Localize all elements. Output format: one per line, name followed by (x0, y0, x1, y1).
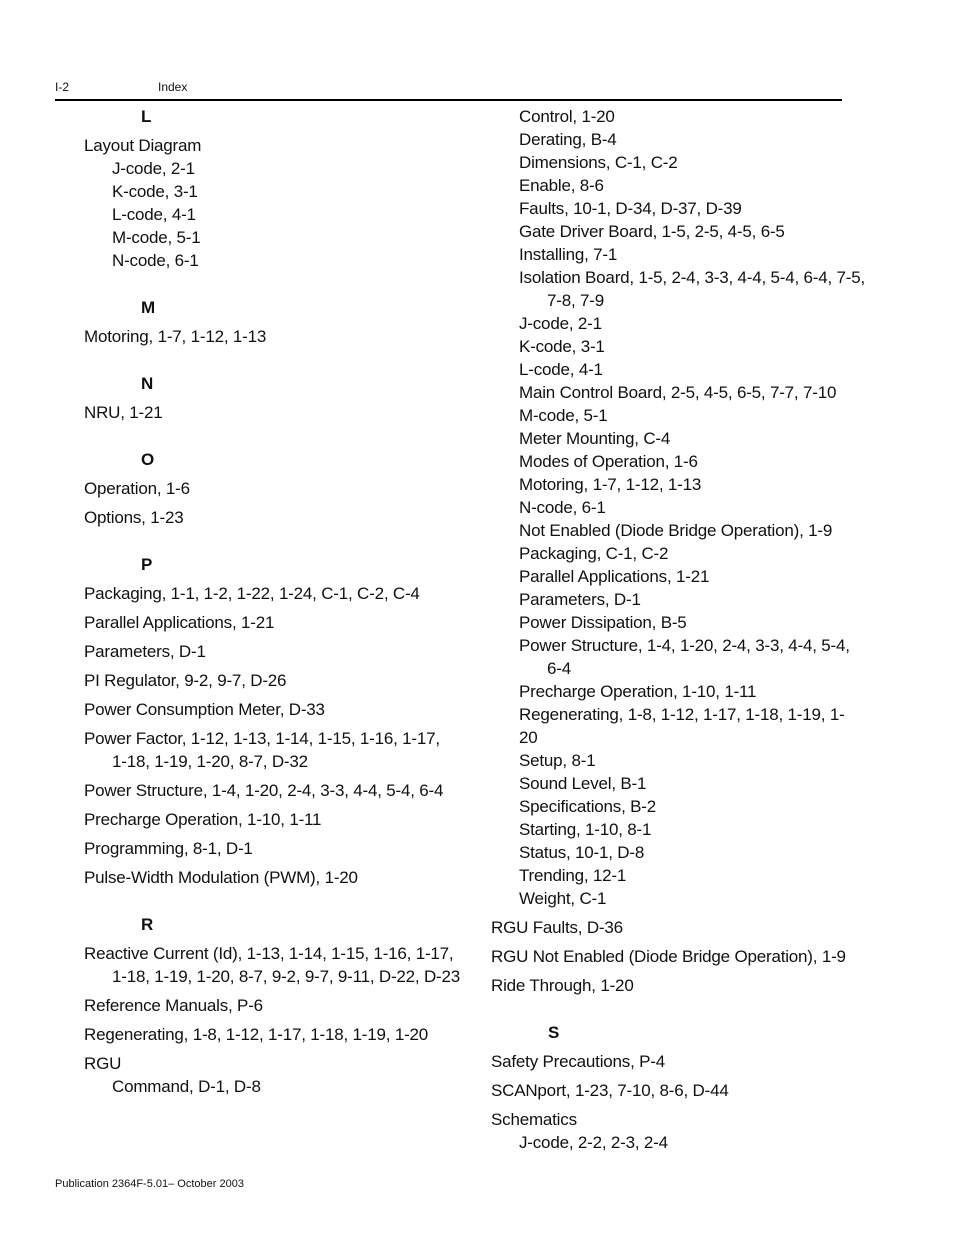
index-column-left (84, 105, 464, 1098)
index-entry: PI Regulator, 9-2, 9-7, D-26 (84, 671, 287, 690)
index-entry: Parallel Applications, 1-21 (84, 613, 275, 632)
index-subentry: N-code, 6-1 (112, 251, 199, 270)
index-subentry: Faults, 10-1, D-34, D-37, D-39 (519, 199, 742, 218)
index-entry: Reference Manuals, P-6 (84, 996, 263, 1015)
index-entry: Precharge Operation, 1-10, 1-11 (84, 810, 322, 829)
letter-heading-o: O (141, 450, 155, 469)
index-subentry: J-code, 2-1 (519, 314, 602, 333)
index-entry: Motoring, 1-7, 1-12, 1-13 (84, 327, 267, 346)
index-subentry: Parameters, D-1 (519, 590, 641, 609)
index-subentry: Control, 1-20 (519, 107, 615, 126)
index-subentry: Trending, 12-1 (519, 866, 627, 885)
letter-heading-r: R (141, 915, 154, 934)
index-subentry: Modes of Operation, 1-6 (519, 452, 698, 471)
letter-heading-p: P (141, 555, 153, 574)
index-entry: Programming, 8-1, D-1 (84, 839, 253, 858)
index-subentry: Dimensions, C-1, C-2 (519, 153, 678, 172)
index-subentry: Sound Level, B-1 (519, 774, 647, 793)
index-subentry: J-code, 2-2, 2-3, 2-4 (519, 1133, 668, 1152)
letter-heading-n: N (141, 374, 154, 393)
index-subentry: Installing, 7-1 (519, 245, 618, 264)
index-entry: Operation, 1-6 (84, 479, 190, 498)
index-entry: Options, 1-23 (84, 508, 184, 527)
index-subentry: Gate Driver Board, 1-5, 2-5, 4-5, 6-5 (519, 222, 785, 241)
index-subentry: Regenerating, 1-8, 1-12, 1-17, 1-18, 1-19, 1-20 (519, 705, 845, 747)
index-subentry: Enable, 8-6 (519, 176, 604, 195)
page-number: I-2 (55, 80, 70, 94)
index-subentry: Starting, 1-10, 8-1 (519, 820, 652, 839)
index-subentry: Parallel Applications, 1-21 (519, 567, 710, 586)
index-entry: Layout Diagram (84, 136, 202, 155)
index-entry: Power Consumption Meter, D-33 (84, 700, 325, 719)
index-entry: SCANport, 1-23, 7-10, 8-6, D-44 (491, 1081, 729, 1100)
running-header: Index (158, 80, 188, 94)
publication-footer: Publication 2364F-5.01– October 2003 (55, 1178, 244, 1190)
letter-heading-m: M (141, 298, 155, 317)
index-subentry: L-code, 4-1 (519, 360, 603, 379)
index-subentry: K-code, 3-1 (519, 337, 605, 356)
index-subentry: L-code, 4-1 (112, 205, 196, 224)
index-subentry: Status, 10-1, D-8 (519, 843, 645, 862)
index-subentry: J-code, 2-1 (112, 159, 195, 178)
index-subentry: Packaging, C-1, C-2 (519, 544, 669, 563)
index-subentry: Power Dissipation, B-5 (519, 613, 687, 632)
index-entry: Schematics (491, 1110, 577, 1129)
index-subentry: Main Control Board, 2-5, 4-5, 6-5, 7-7, 7-10 (519, 383, 837, 402)
index-entry: Parameters, D-1 (84, 642, 206, 661)
index-subentry: M-code, 5-1 (112, 228, 201, 247)
index-subentry: Command, D-1, D-8 (112, 1077, 261, 1096)
index-column-right (491, 105, 866, 1154)
index-subentry: Derating, B-4 (519, 130, 617, 149)
letter-heading-l: L (141, 107, 152, 126)
index-entry: Pulse-Width Modulation (PWM), 1-20 (84, 868, 358, 887)
index-entry: Regenerating, 1-8, 1-12, 1-17, 1-18, 1-19, 1-20 (84, 1025, 429, 1044)
index-subentry: Specifications, B-2 (519, 797, 656, 816)
index-subentry: Meter Mounting, C-4 (519, 429, 671, 448)
index-subentry: Precharge Operation, 1-10, 1-11 (519, 682, 757, 701)
index-entry: Power Factor, 1-12, 1-13, 1-14, 1-15, 1-16, 1-17, 1-18, 1-19, 1-20, 8-7, D-32 (84, 729, 440, 771)
index-entry: Ride Through, 1-20 (491, 976, 634, 995)
index-entry: Reactive Current (Id), 1-13, 1-14, 1-15, 1-16, 1-17, 1-18, 1-19, 1-20, 8-7, 9-2, 9-7, 9-11, D-22, D-23 (84, 944, 461, 986)
index-entry: NRU, 1-21 (84, 403, 163, 422)
index-subentry: Motoring, 1-7, 1-12, 1-13 (519, 475, 702, 494)
index-subentry: Power Structure, 1-4, 1-20, 2-4, 3-3, 4-4, 5-4, 6-4 (519, 636, 850, 678)
index-subentry: N-code, 6-1 (519, 498, 606, 517)
index-subentry: Isolation Board, 1-5, 2-4, 3-3, 4-4, 5-4, 6-4, 7-5, 7-8, 7-9 (519, 268, 866, 310)
index-subentry: Weight, C-1 (519, 889, 607, 908)
index-entry: RGU Faults, D-36 (491, 918, 623, 937)
index-entry: RGU (84, 1054, 122, 1073)
index-subentry: K-code, 3-1 (112, 182, 198, 201)
letter-heading-s: S (548, 1023, 560, 1042)
index-entry: Power Structure, 1-4, 1-20, 2-4, 3-3, 4-4, 5-4, 6-4 (84, 781, 444, 800)
header-rule (55, 99, 842, 101)
index-entry: Safety Precautions, P-4 (491, 1052, 665, 1071)
index-entry: RGU Not Enabled (Diode Bridge Operation), 1-9 (491, 947, 846, 966)
index-subentry: Setup, 8-1 (519, 751, 596, 770)
index-subentry: Not Enabled (Diode Bridge Operation), 1-9 (519, 521, 833, 540)
index-subentry: M-code, 5-1 (519, 406, 608, 425)
index-entry: Packaging, 1-1, 1-2, 1-22, 1-24, C-1, C-2, C-4 (84, 584, 420, 603)
